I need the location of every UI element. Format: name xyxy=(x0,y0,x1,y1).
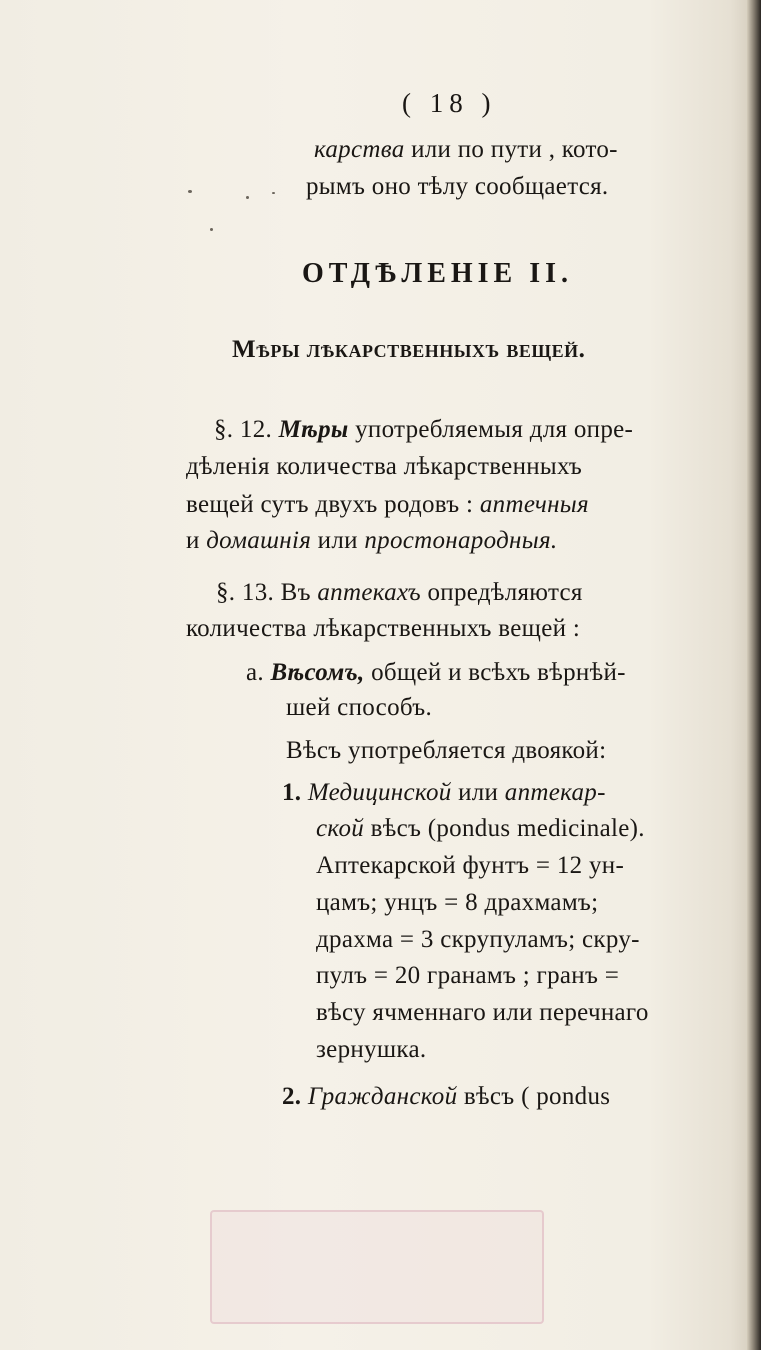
ink-speck xyxy=(188,190,192,193)
item-label: 1. xyxy=(282,779,308,806)
italic-word: аптечныя xyxy=(479,491,589,518)
paragraph-12-line-4 xyxy=(186,527,557,555)
text-run: вѣсъ (pondus medicinale). xyxy=(364,815,645,842)
text-run: или xyxy=(451,779,505,806)
item-1-line-5: драхма = 3 скрупуламъ; скру- xyxy=(316,926,640,953)
paragraph-12-line-2: дѣленія количества лѣкарственныхъ xyxy=(186,453,583,480)
item-label: а. xyxy=(246,659,271,686)
italic-word: аптекахъ xyxy=(317,579,421,606)
italic-word: простонародныя. xyxy=(364,527,558,554)
section-title: ОТДѢЛЕНІЕ II. xyxy=(302,258,574,289)
text-run: или по пути , кото- xyxy=(404,136,618,163)
italic-word: Гражданской xyxy=(307,1083,458,1110)
item-a-line-2: шей способъ. xyxy=(286,694,433,721)
text-line: рымъ оно тѣлу сообщается. xyxy=(306,173,609,200)
ink-speck xyxy=(246,196,249,199)
text-line: Вѣсъ употребляется двоякой: xyxy=(286,737,607,764)
item-1-line-8: зернушка. xyxy=(316,1036,427,1063)
item-1-line-2 xyxy=(316,815,645,843)
italic-word: Мѣры xyxy=(278,416,349,443)
italic-word: домашнія xyxy=(206,527,312,554)
italic-word: ской xyxy=(316,815,365,842)
text-run: вещей сутъ двухъ родовъ : xyxy=(186,491,480,518)
paragraph-13-line-2: количества лѣкарственныхъ вещей : xyxy=(186,615,581,642)
section-subtitle: Мѣры лѣкарственныхъ вещей. xyxy=(232,336,586,363)
text-run: общей и всѣхъ вѣрнѣй- xyxy=(364,659,626,686)
item-a-line-1 xyxy=(246,659,626,687)
item-2-line-1 xyxy=(282,1083,610,1111)
item-1-line-6: пулъ = 20 гранамъ ; гранъ = xyxy=(316,962,620,989)
text-line xyxy=(314,136,618,164)
library-stamp xyxy=(210,1210,544,1324)
text-run: употребляемыя для опре- xyxy=(348,416,634,443)
item-label: 2. xyxy=(282,1083,308,1110)
ink-speck xyxy=(210,228,213,231)
text-run: опредѣляются xyxy=(420,579,583,606)
item-1-line-4: цамъ; унцъ = 8 драхмамъ; xyxy=(316,889,599,916)
italic-word: Вѣсомъ, xyxy=(270,659,365,686)
italic-word: Медицинской xyxy=(307,779,452,806)
text-run: вѣсъ ( pondus xyxy=(457,1083,611,1110)
page-number: ( 18 ) xyxy=(402,88,497,118)
text-run: или xyxy=(311,527,365,554)
item-1-line-1 xyxy=(282,779,606,807)
paragraph-number: §. 13. Въ xyxy=(216,579,318,606)
item-1-line-3: Аптекарской фунтъ = 12 ун- xyxy=(316,852,625,879)
italic-word: аптекар- xyxy=(504,779,606,806)
paragraph-12-line-3 xyxy=(186,491,589,519)
page-edge-shadow xyxy=(747,0,761,1350)
paragraph-13-line-1 xyxy=(216,579,583,607)
item-1-line-7: вѣсу ячменнаго или перечнаго xyxy=(316,999,649,1026)
ink-speck xyxy=(272,192,275,194)
italic-word: карства xyxy=(314,136,405,163)
paragraph-number: §. 12. xyxy=(214,416,279,443)
text-run: и xyxy=(186,527,207,554)
paragraph-12-line-1 xyxy=(214,416,633,444)
